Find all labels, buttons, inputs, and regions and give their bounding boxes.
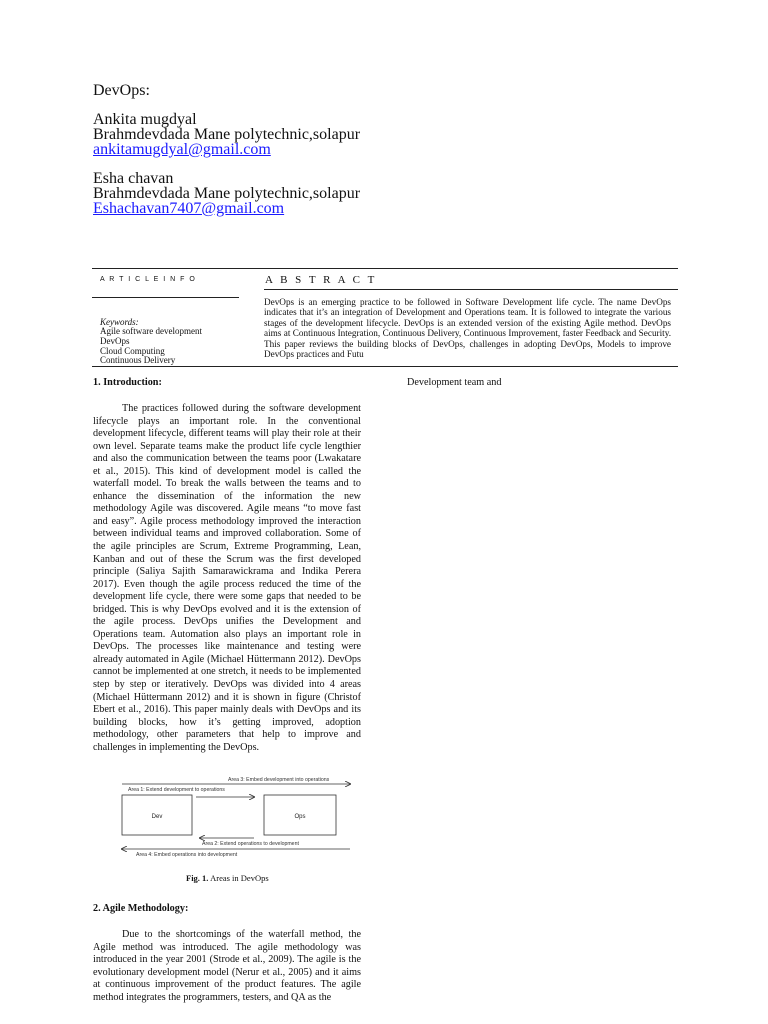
- author-2-email-link[interactable]: Eshachavan7407@gmail.com: [93, 200, 285, 217]
- abstract-text: DevOps is an emerging practice to be followed in Software Development life cycle. The name DevOps indicates that it’s an integration of Development and Operations team. It is followed to integrate the various stages of the development lifecycle. DevOps is an extended version of the existing Agile method. DevOps aims at Continuous Integration, Continuous Delivery, Continuous Improvement, faster Feedback and Security. This paper reviews the building blocks of DevOps, challenges in adopting DevOps, Models to improve DevOps practices and Futu: [264, 297, 671, 360]
- dev-box-label: Dev: [151, 814, 163, 820]
- keyword-4: Continuous Delivery: [100, 355, 176, 365]
- figure-caption-text: Areas in DevOps: [208, 873, 269, 883]
- author-2-affiliation: Brahmdevdada Mane polytechnic,solapur: [93, 185, 361, 202]
- bottom-rule: [92, 366, 678, 367]
- author-1-email-link[interactable]: ankitamugdyal@gmail.com: [93, 141, 271, 158]
- figure-caption: [186, 873, 269, 883]
- keyword-1: Agile software development: [100, 326, 202, 336]
- keyword-3: Cloud Computing: [100, 346, 165, 356]
- abstract-rule: [264, 289, 678, 290]
- abstract-label: A B S T R A C T: [265, 274, 377, 286]
- ops-box-label: Ops: [294, 814, 306, 820]
- doc-title: DevOps:: [93, 82, 150, 99]
- author-1-name: Ankita mugdyal: [93, 111, 197, 128]
- author-2-name: Esha chavan: [93, 170, 174, 187]
- figure-caption-number: Fig. 1.: [186, 873, 209, 883]
- intro-body: [93, 403, 361, 754]
- intro-heading: 1. Introduction:: [93, 377, 162, 388]
- keywords-rule: [92, 297, 239, 298]
- area-4-label: Area 4: Embed operations into development: [136, 852, 238, 858]
- agile-body: [93, 929, 361, 1004]
- agile-heading: 2. Agile Methodology:: [93, 903, 189, 914]
- area-1-label: Area 1: Extend development to operations: [128, 787, 225, 793]
- article-info-label: A R T I C L E I N F O: [100, 276, 197, 283]
- area-2-label: Area 2: Extend operations to development: [202, 841, 299, 847]
- intro-paragraph: The practices followed during the software development lifecycle plays an important role. In the conventional development lifecycle, different teams will play their role at their own level. Separate teams make the product life cycle lengthier and also the communication between the teams poor (Lwakatare et al., 2015). This kind of development model is called the waterfall model. To break the walls between the teams and to enhance the dissemination of the information the new methodology Agile was discovered. Agile means “to move fast and easy”. Agile process methodology improved the interaction between individual teams and improved collaboration. Some of the agile principles are Scrum, Extreme Programming, Lean, Kanban and out of these the Scrum was the first developed principle (Saliya Sajith Samarawickrama and Indika Perera 2017). Even though the agile process reduced the time of the development life cycle, there were some gaps that needed to be bridged. This is why DevOps evolved and it is the extension of the agile process. DevOps unifies the Development and Operations team. Automation also plays an important role in DevOps. The processes like maintenance and testing were already automated in Agile (Michael Hüttermann 2012). DevOps cannot be implemented at one stretch, it needs to be implemented step by step or iteratively. DevOps was divided into 4 areas (Michael Hüttermann 2012) and it is shown in figure (Christof Ebert et al., 2016). This paper mainly deals with DevOps and its building blocks, how it’s getting improved, adoption methodology, other parameters that help to improve and challenges in implementing the DevOps.: [93, 403, 361, 753]
- right-column-text: Development team and: [407, 377, 502, 388]
- agile-paragraph: Due to the shortcomings of the waterfall method, the Agile method was introduced. The agile methodology was introduced in the year 2001 (Strode et al., 2009). The agile is the evolutionary development model (Nerur et al., 2005) and it aims at continuous improvement of the product features. The agile method integrates the programmers, testers, and QA as the: [93, 929, 361, 1003]
- keywords-label: Keywords:: [100, 317, 139, 327]
- top-rule: [92, 268, 678, 269]
- keyword-2: DevOps: [100, 336, 130, 346]
- author-1-affiliation: Brahmdevdada Mane polytechnic,solapur: [93, 126, 361, 143]
- devops-areas-figure: [116, 772, 358, 862]
- area-3-label: Area 3: Embed development into operations: [228, 777, 330, 783]
